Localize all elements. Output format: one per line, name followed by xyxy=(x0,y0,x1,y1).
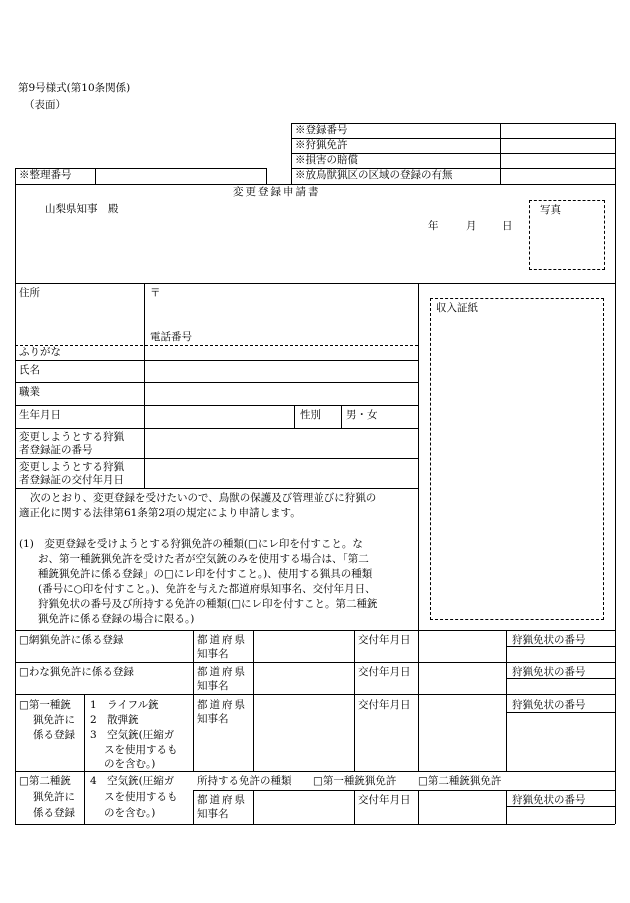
postal-mark: 〒 xyxy=(150,287,161,299)
date-month-label: 月 xyxy=(466,220,477,232)
first-gun-checkbox-label[interactable]: □第一種銃 xyxy=(19,699,71,711)
shotgun-option[interactable]: 2 散弾銃 xyxy=(90,714,139,726)
note-line-4: (番号に○印を付すこと。)、免許を与えた都道府県知事名、交付年月日、 xyxy=(38,583,376,595)
name-label: 氏名 xyxy=(19,364,40,376)
net-governor-label-line2: 知事名 xyxy=(197,648,229,660)
trap-license-number-label: 狩猟免状の番号 xyxy=(512,666,586,678)
trap-license-checkbox-label[interactable]: □わな猟免許に係る登録 xyxy=(19,666,134,678)
occupation-label: 職業 xyxy=(19,386,40,398)
air-gun-4-option-line2: スを使用するも xyxy=(104,791,178,803)
net-license-checkbox-label[interactable]: □網猟免許に係る登録 xyxy=(19,634,124,646)
second-gun-license-number-label: 狩猟免状の番号 xyxy=(512,794,586,806)
photo-placeholder xyxy=(529,200,605,270)
second-gun-governor-label-line2: 知事名 xyxy=(197,808,229,820)
first-gun-license-number-label: 狩猟免状の番号 xyxy=(512,699,586,711)
registration-number-label: ※登録番号 xyxy=(295,124,348,136)
air-gun-3-option-line3: のを含む。) xyxy=(104,758,156,770)
form-title: 変更登録申請書 xyxy=(233,186,321,198)
instruction-note xyxy=(19,537,378,627)
sex-options: 男・女 xyxy=(346,409,378,421)
first-gun-governor-label-line2: 知事名 xyxy=(197,713,229,725)
cert-date-label-line1: 変更しようとする狩猟 xyxy=(19,461,124,473)
net-issue-date-label: 交付年月日 xyxy=(358,634,411,646)
second-gun-label-line2: 猟免許に xyxy=(33,791,75,803)
first-gun-label-line3: 係る登録 xyxy=(33,729,75,741)
possessed-license-label: 所持する免許の種類 xyxy=(197,775,292,787)
first-gun-issue-date-label: 交付年月日 xyxy=(358,699,411,711)
statement-line-2: 適正化に関する法律第61条第2項の規定により申請します。 xyxy=(19,507,301,519)
address-label: 住所 xyxy=(19,287,40,299)
form-side-label: （表面） xyxy=(24,99,66,111)
first-gun-governor-label-line1: 都道府県 xyxy=(197,699,247,711)
furigana-label: ふりがな xyxy=(19,346,61,358)
sex-label: 性別 xyxy=(300,409,321,421)
air-gun-4-option-line3: のを含む。) xyxy=(104,807,156,819)
date-day-label: 日 xyxy=(502,220,513,232)
photo-label: 写真 xyxy=(540,204,561,216)
possessed-second-gun-checkbox[interactable]: □第二種銃猟免許 xyxy=(418,775,502,787)
second-gun-issue-date-label: 交付年月日 xyxy=(358,794,411,806)
note-line-2: お、第一種銃猟免許を受けた者が空気銃のみを使用する場合は、「第二 xyxy=(38,553,369,565)
note-line-3: 種銃猟免許に係る登録」の□にレ印を付すこと。)、使用する猟具の種類 xyxy=(38,568,373,580)
second-gun-governor-label-line1: 都道府県 xyxy=(197,794,247,806)
revenue-stamp-area xyxy=(430,298,604,620)
hunting-area-registration-label: ※放鳥獣猟区の区域の登録の有無 xyxy=(295,169,453,181)
air-gun-4-option-line1[interactable]: 4 空気銃(圧縮ガ xyxy=(90,775,175,787)
application-statement xyxy=(19,491,376,521)
statement-line-1: 次のとおり、変更登録を受けたいので、鳥獣の保護及び管理並びに狩猟の xyxy=(30,492,377,504)
possessed-first-gun-checkbox[interactable]: □第一種銃猟免許 xyxy=(313,775,397,787)
air-gun-3-option-line1[interactable]: 3 空気銃(圧縮ガ xyxy=(90,729,175,741)
form-number: 第9号様式(第10条関係) xyxy=(18,82,131,94)
net-governor-label-line1: 都道府県 xyxy=(197,634,247,646)
first-gun-label-line2: 猟免許に xyxy=(33,714,75,726)
birthdate-label: 生年月日 xyxy=(19,409,61,421)
cert-date-label-line2: 者登録証の交付年月日 xyxy=(19,474,124,486)
damage-compensation-label: ※損害の賠償 xyxy=(295,154,358,166)
date-year-label: 年 xyxy=(428,220,439,232)
second-gun-label-line3: 係る登録 xyxy=(33,807,75,819)
cert-number-label-line2: 者登録証の番号 xyxy=(19,444,93,456)
air-gun-3-option-line2: スを使用するも xyxy=(104,744,178,756)
revenue-stamp-label: 収入証紙 xyxy=(436,302,478,314)
hunting-license-label: ※狩猟免許 xyxy=(295,139,348,151)
cert-number-label-line1: 変更しようとする狩猟 xyxy=(19,431,124,443)
second-gun-checkbox-label[interactable]: □第二種銃 xyxy=(19,775,71,787)
net-license-number-label: 狩猟免状の番号 xyxy=(512,634,586,646)
addressee: 山梨県知事 殿 xyxy=(45,203,119,215)
note-line-6: 猟免許に係る登録の場合に限る。) xyxy=(38,613,195,625)
reference-number-label: ※整理番号 xyxy=(19,169,72,181)
note-line-1: (1) 変更登録を受けようとする狩猟免許の種類(□にレ印を付すこと。な xyxy=(19,538,363,550)
trap-governor-label-line2: 知事名 xyxy=(197,680,229,692)
trap-issue-date-label: 交付年月日 xyxy=(358,666,411,678)
rifle-option[interactable]: 1 ライフル銃 xyxy=(90,699,159,711)
phone-label: 電話番号 xyxy=(150,331,192,343)
trap-governor-label-line1: 都道府県 xyxy=(197,666,247,678)
note-line-5: 狩猟免状の番号及び所持する免許の種類(□にレ印を付すこと。第二種銃 xyxy=(38,598,378,610)
